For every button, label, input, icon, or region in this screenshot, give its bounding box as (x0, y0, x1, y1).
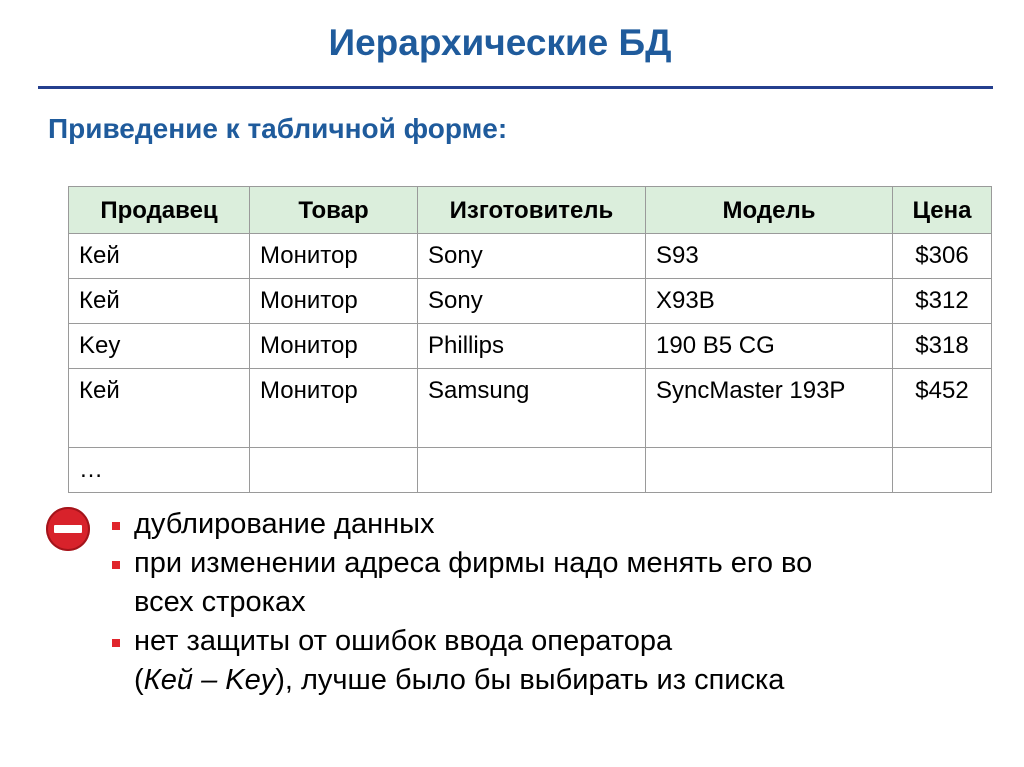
cell-seller: Кей (69, 369, 250, 448)
cell-product: Монитор (250, 279, 418, 324)
bullet-square-icon (112, 561, 120, 569)
cell-model: X93B (646, 279, 893, 324)
table-row (69, 234, 992, 279)
cell-price: $318 (893, 324, 992, 369)
cell-product: Монитор (250, 369, 418, 448)
table-row (69, 448, 992, 493)
cell-price (893, 448, 992, 493)
drawbacks-list (112, 505, 812, 700)
cell-product (250, 448, 418, 493)
cell-price: $306 (893, 234, 992, 279)
header-seller: Продавец (69, 187, 250, 234)
table-header-row (69, 187, 992, 234)
list-item (112, 544, 812, 622)
slide-title: Иерархические БД (328, 22, 672, 63)
paren-open: ( (134, 664, 144, 696)
cell-price: $452 (893, 369, 992, 448)
list-item-text-tail: ), лучше было бы выбирать из списка (275, 664, 785, 696)
cell-product: Монитор (250, 234, 418, 279)
cell-manufacturer (418, 448, 646, 493)
cell-model (646, 448, 893, 493)
cell-manufacturer: Sony (418, 234, 646, 279)
cell-manufacturer: Sony (418, 279, 646, 324)
header-product: Товар (250, 187, 418, 234)
stop-sign-icon (46, 507, 90, 551)
header-price: Цена (893, 187, 992, 234)
stop-sign-bar (54, 525, 82, 533)
typo-example: Кей – Key (143, 664, 276, 696)
cell-seller: Key (69, 324, 250, 369)
bullet-square-icon (112, 639, 120, 647)
table-row (69, 279, 992, 324)
slide-subtitle: Приведение к табличной форме: (48, 113, 508, 144)
cell-seller: Кей (69, 279, 250, 324)
cell-product: Монитор (250, 324, 418, 369)
list-item-text-line2: всех строках (134, 586, 306, 618)
sales-table (68, 186, 992, 493)
cell-seller: … (69, 448, 250, 493)
cell-manufacturer: Samsung (418, 369, 646, 448)
cell-model: S93 (646, 234, 893, 279)
cell-seller: Кей (69, 234, 250, 279)
bullet-square-icon (112, 522, 120, 530)
list-item-text-line2 (134, 661, 812, 700)
list-item (112, 505, 812, 544)
table-row (69, 369, 992, 448)
cell-manufacturer: Phillips (418, 324, 646, 369)
list-item (112, 622, 812, 700)
header-model: Модель (646, 187, 893, 234)
list-item-text: дублирование данных (134, 508, 435, 540)
table-row (69, 324, 992, 369)
list-item-text-line1: нет защиты от ошибок ввода оператора (134, 625, 673, 657)
list-item-text-line1: при изменении адреса фирмы надо менять его во (134, 547, 813, 579)
title-divider (38, 86, 993, 89)
header-manufacturer: Изготовитель (418, 187, 646, 234)
cell-model: 190 B5 CG (646, 324, 893, 369)
cell-model: SyncMaster 193P (646, 369, 893, 448)
cell-price: $312 (893, 279, 992, 324)
